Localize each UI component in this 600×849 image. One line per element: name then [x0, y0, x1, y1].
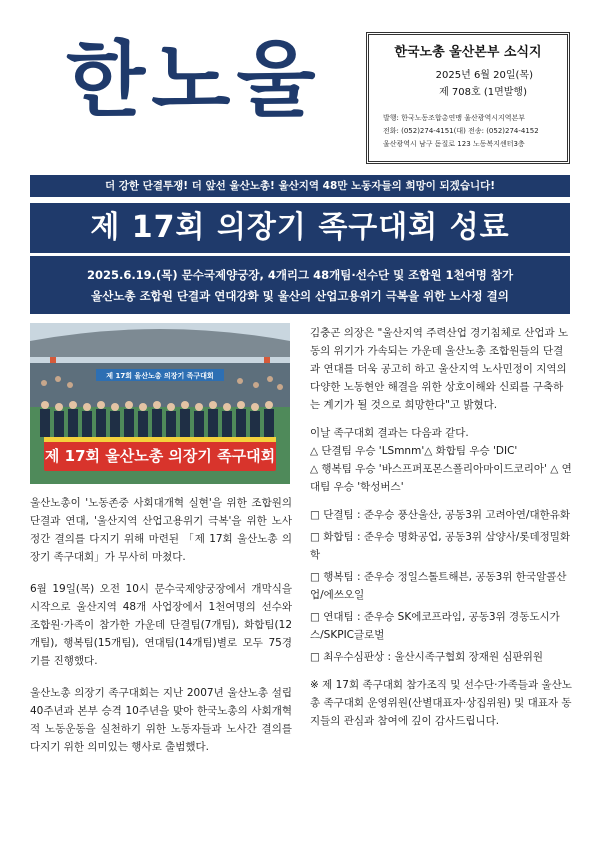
article-left-column — [30, 494, 292, 770]
issue-date: 2025년 6월 20일(목) — [435, 70, 533, 81]
article-right-column — [310, 324, 572, 740]
publisher-info — [369, 112, 567, 151]
article-paragraph: 울산노총 의장기 족구대회는 지난 2007년 울산노총 설립 40주년과 본부 승격 10주년을 맞아 한국노총의 사회개혁적 노동운동을 실천하기 위한 노동자들과 노사간 결의를 다지기 위한 의미있는 행사로 출범했다. — [30, 687, 292, 753]
publisher-line: 발행: 한국노동조합총연맹 울산광역시지역본부 — [383, 114, 526, 122]
article-paragraph: 6월 19일(목) 오전 10시 문수국제양궁장에서 개막식을 시작으로 울산지역 48개 사업장에서 1천여명의 선수와 조합원·가족이 참가한 가운데 단결팀(7개팀), 화합팀(12개팀), 행복팀(15개팀), 연대팀(14개팀)별로 모두 75경기를 진행했다. — [30, 583, 292, 667]
box-title: 한국노총 울산본부 소식지 — [394, 45, 542, 60]
newsletter-title: 한노울 — [66, 33, 322, 128]
phone-line: 전화: (052)274-4151(대) 전송: (052)274-4152 — [383, 127, 539, 135]
event-photo-illustration — [30, 323, 290, 484]
event-photo — [30, 323, 290, 484]
awards-line-2: △ 행복팀 우승 '바스프퍼포몬스폴리아마이드코리아' △ 연대팀 우승 '학성버스' — [310, 463, 572, 493]
issue-info-box — [366, 32, 570, 164]
photo-banner-top: 제 17회 울산노총 의장기 족구대회 — [106, 372, 214, 380]
article-paragraph: 울산노총이 '노동존중 사회대개혁 실현'을 위한 조합원의 단결과 연대, '울산지역 산업고용위기 극복'을 위한 노사정간 결의를 다지기 위해 마련된 「제 17회 울산노총 의장기 족구대회」가 무사히 마쳤다. — [30, 497, 292, 563]
issue-number: 제 708호 (1면발행) — [439, 87, 527, 98]
results-intro-text: 이날 족구대회 결과는 다음과 같다. — [310, 427, 469, 439]
headline: 제 17회 의장기 족구대회 성료 — [30, 203, 570, 253]
masthead — [30, 30, 570, 175]
result-unity-team: □ 단결팀 : 준우승 풍산울산, 공동3위 고려아연/대한유화 — [310, 509, 571, 521]
result-harmony-team: □ 화합팀 : 준우승 명화공업, 공동3위 삼양사/롯데정밀화학 — [310, 531, 571, 561]
photo-banner-main: 제 17회 울산노총 의장기 족구대회 — [44, 447, 276, 465]
subhead-line-1: 2025.6.19.(목) 문수국제양궁장, 4개리그 48개팀·선수단 및 조합원 1천여명 참가 — [86, 268, 514, 282]
slogan-bar: 더 강한 단결투쟁! 더 앞선 울산노총! 울산지역 48만 노동자들의 희망이 되겠습니다! — [30, 175, 570, 197]
awards-line-1: △ 단결팀 우승 'LSmnm'△ 화합팀 우승 'DIC' — [310, 445, 518, 457]
result-happiness-team: □ 행복팀 : 준우승 정일스톨트해븐, 공동3위 한국알콜산업/에쓰오일 — [310, 571, 567, 601]
subheadline — [30, 256, 570, 314]
address-line: 울산광역시 남구 돋질로 123 노동복지센터3층 — [383, 140, 525, 148]
results-intro — [310, 424, 572, 496]
chairman-quote: 김충곤 의장은 "울산지역 주력산업 경기침체로 산업과 노동의 위기가 가속되는 가운데 울산노총 조합원들의 단결과 연대를 더욱 공고히 하고 울산지역 노사민정이 지역의 다양한 노동현안 해결을 위한 상호이해와 신뢰를 구축하는 계기가 될 것으로 희망한다"고 밝혔다. — [310, 327, 569, 411]
result-solidarity-team: □ 연대팀 : 준우승 SK에코프라임, 공동3위 경동도시가스/SKPIC글로벌 — [310, 611, 560, 641]
result-referee-award: □ 최우수심판상 : 울산시족구협회 장재원 심판위원 — [310, 651, 544, 663]
subhead-line-2: 울산노총 조합원 단결과 연대강화 및 울산의 산업고용위기 극복을 위한 노사정 결의 — [91, 289, 509, 303]
thanks-note: ※ 제 17회 족구대회 참가조직 및 선수단·가족들과 울산노총 족구대회 운영위원(산별대표자·상집위원) 및 대표자 동지들의 관심과 참여에 깊이 감사드립니다. — [310, 679, 572, 727]
